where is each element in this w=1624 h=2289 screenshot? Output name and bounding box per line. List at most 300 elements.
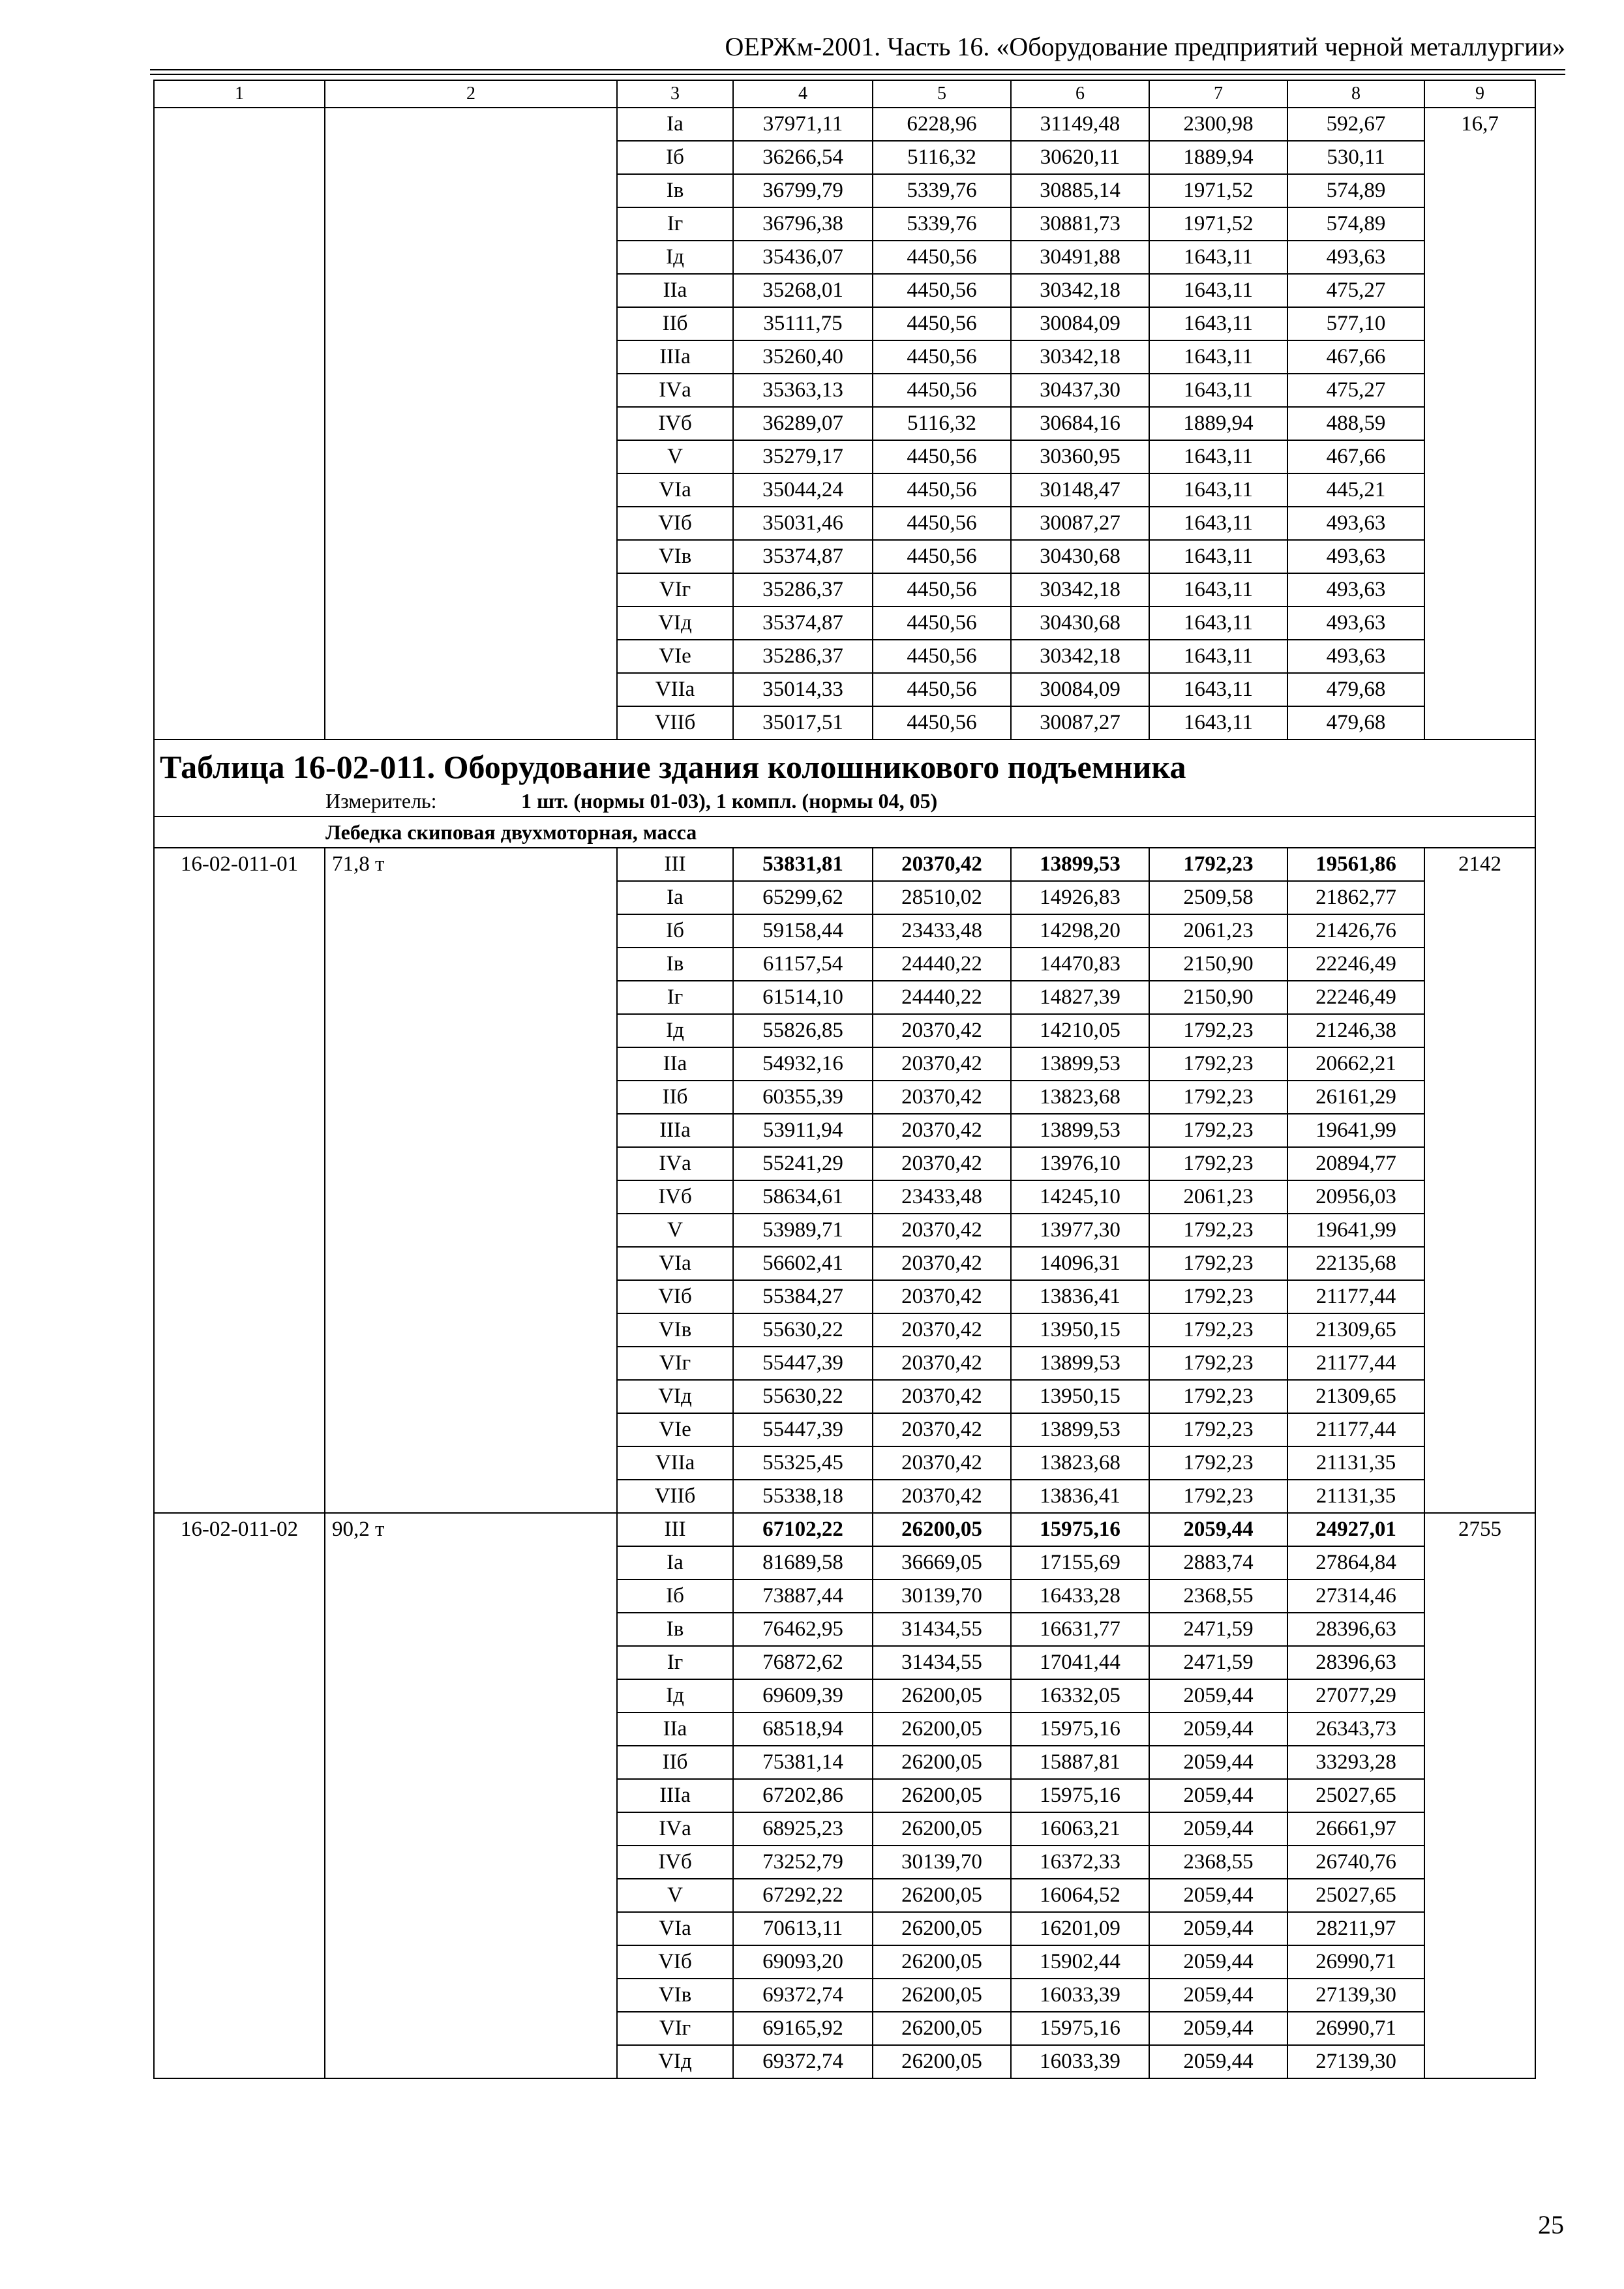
value-cell: 2059,44 xyxy=(1149,1513,1287,1546)
value-cell: 73252,79 xyxy=(733,1846,873,1879)
zone-cell: VIд xyxy=(617,2045,733,2078)
zone-cell: IIIа xyxy=(617,1114,733,1147)
mass-cell: 2755 xyxy=(1424,1513,1535,2078)
value-cell: 30087,27 xyxy=(1011,507,1149,540)
value-cell: 30084,09 xyxy=(1011,307,1149,340)
header-rule xyxy=(150,69,1565,70)
value-cell: 1792,23 xyxy=(1149,1147,1287,1180)
value-cell: 53831,81 xyxy=(733,848,873,881)
value-cell: 2059,44 xyxy=(1149,1779,1287,1812)
value-cell: 13836,41 xyxy=(1011,1280,1149,1313)
value-cell: 30148,47 xyxy=(1011,473,1149,507)
value-cell: 20370,42 xyxy=(873,1081,1011,1114)
value-cell: 55241,29 xyxy=(733,1147,873,1180)
value-cell: 26200,05 xyxy=(873,1912,1011,1945)
zone-cell: Iб xyxy=(617,1579,733,1613)
zone-cell: VIд xyxy=(617,1380,733,1413)
value-cell: 4450,56 xyxy=(873,440,1011,473)
zone-cell: VIе xyxy=(617,1413,733,1446)
value-cell: 577,10 xyxy=(1287,307,1424,340)
value-cell: 36796,38 xyxy=(733,207,873,241)
zone-cell: Iв xyxy=(617,948,733,981)
value-cell: 20370,42 xyxy=(873,1380,1011,1413)
value-cell: 16033,39 xyxy=(1011,2045,1149,2078)
value-cell: 30437,30 xyxy=(1011,374,1149,407)
value-cell: 5116,32 xyxy=(873,407,1011,440)
zone-cell: VIа xyxy=(617,473,733,507)
zone-cell: VIа xyxy=(617,1247,733,1280)
zone-cell: Iа xyxy=(617,881,733,914)
norm-code-cell xyxy=(154,108,325,740)
zone-cell: IIб xyxy=(617,307,733,340)
value-cell: 69372,74 xyxy=(733,2045,873,2078)
page-number: 25 xyxy=(1538,2210,1564,2239)
value-cell: 574,89 xyxy=(1287,174,1424,207)
zone-cell: VIв xyxy=(617,1313,733,1347)
zone-cell: Iг xyxy=(617,981,733,1014)
value-cell: 15975,16 xyxy=(1011,1779,1149,1812)
value-cell: 1792,23 xyxy=(1149,1413,1287,1446)
value-cell: 1643,11 xyxy=(1149,573,1287,606)
value-cell: 13899,53 xyxy=(1011,1413,1149,1446)
value-cell: 467,66 xyxy=(1287,340,1424,374)
mass-cell: 16,7 xyxy=(1424,108,1535,740)
value-cell: 13950,15 xyxy=(1011,1380,1149,1413)
header-rule xyxy=(150,74,1565,75)
value-cell: 55630,22 xyxy=(733,1380,873,1413)
value-cell: 2059,44 xyxy=(1149,1679,1287,1713)
value-cell: 1792,23 xyxy=(1149,1214,1287,1247)
value-cell: 21177,44 xyxy=(1287,1280,1424,1313)
value-cell: 30342,18 xyxy=(1011,340,1149,374)
value-cell: 2368,55 xyxy=(1149,1579,1287,1613)
value-cell: 35436,07 xyxy=(733,241,873,274)
value-cell: 28396,63 xyxy=(1287,1646,1424,1679)
zone-cell: IVб xyxy=(617,1180,733,1214)
value-cell: 26200,05 xyxy=(873,1812,1011,1846)
value-cell: 14470,83 xyxy=(1011,948,1149,981)
value-cell: 15902,44 xyxy=(1011,1945,1149,1979)
norm-code-cell: 16-02-011-02 xyxy=(154,1513,325,2078)
value-cell: 26161,29 xyxy=(1287,1081,1424,1114)
value-cell: 30684,16 xyxy=(1011,407,1149,440)
value-cell: 1792,23 xyxy=(1149,1280,1287,1313)
value-cell: 20370,42 xyxy=(873,1347,1011,1380)
value-cell: 68518,94 xyxy=(733,1713,873,1746)
value-cell: 17155,69 xyxy=(1011,1546,1149,1579)
value-cell: 1643,11 xyxy=(1149,673,1287,706)
column-number-cell: 6 xyxy=(1011,80,1149,108)
norm-name-cell xyxy=(325,108,617,740)
value-cell: 19561,86 xyxy=(1287,848,1424,881)
value-cell: 20370,42 xyxy=(873,1014,1011,1047)
value-cell: 1792,23 xyxy=(1149,1014,1287,1047)
norm-code-cell: 16-02-011-01 xyxy=(154,848,325,1513)
value-cell: 15975,16 xyxy=(1011,1713,1149,1746)
column-number-cell: 1 xyxy=(154,80,325,108)
value-cell: 26661,97 xyxy=(1287,1812,1424,1846)
zone-cell: III xyxy=(617,848,733,881)
unit-row xyxy=(154,786,1535,816)
value-cell: 1643,11 xyxy=(1149,274,1287,307)
value-cell: 592,67 xyxy=(1287,108,1424,141)
column-number-cell: 3 xyxy=(617,80,733,108)
zone-cell: VIв xyxy=(617,1979,733,2012)
value-cell: 16332,05 xyxy=(1011,1679,1149,1713)
value-cell: 13976,10 xyxy=(1011,1147,1149,1180)
value-cell: 28510,02 xyxy=(873,881,1011,914)
value-cell: 27864,84 xyxy=(1287,1546,1424,1579)
value-cell: 1643,11 xyxy=(1149,307,1287,340)
value-cell: 20370,42 xyxy=(873,1114,1011,1147)
value-cell: 4450,56 xyxy=(873,540,1011,573)
value-cell: 26200,05 xyxy=(873,1945,1011,1979)
value-cell: 60355,39 xyxy=(733,1081,873,1114)
value-cell: 1792,23 xyxy=(1149,1047,1287,1081)
value-cell: 55630,22 xyxy=(733,1313,873,1347)
value-cell: 493,63 xyxy=(1287,540,1424,573)
value-cell: 4450,56 xyxy=(873,573,1011,606)
value-cell: 13977,30 xyxy=(1011,1214,1149,1247)
value-cell: 1971,52 xyxy=(1149,207,1287,241)
zone-cell: Iб xyxy=(617,914,733,948)
value-cell: 23433,48 xyxy=(873,914,1011,948)
value-cell: 2059,44 xyxy=(1149,1812,1287,1846)
value-cell: 2300,98 xyxy=(1149,108,1287,141)
zone-cell: IVб xyxy=(617,1846,733,1879)
zone-cell: VIв xyxy=(617,540,733,573)
value-cell: 22246,49 xyxy=(1287,981,1424,1014)
zone-cell: Iд xyxy=(617,241,733,274)
value-cell: 20370,42 xyxy=(873,1413,1011,1446)
value-cell: 35014,33 xyxy=(733,673,873,706)
value-cell: 27314,46 xyxy=(1287,1579,1424,1613)
value-cell: 4450,56 xyxy=(873,374,1011,407)
value-cell: 20370,42 xyxy=(873,1313,1011,1347)
value-cell: 13950,15 xyxy=(1011,1313,1149,1347)
value-cell: 21177,44 xyxy=(1287,1413,1424,1446)
value-cell: 493,63 xyxy=(1287,640,1424,673)
value-cell: 27139,30 xyxy=(1287,2045,1424,2078)
value-cell: 35044,24 xyxy=(733,473,873,507)
value-cell: 69372,74 xyxy=(733,1979,873,2012)
value-cell: 35260,40 xyxy=(733,340,873,374)
value-cell: 26200,05 xyxy=(873,1713,1011,1746)
section-row xyxy=(154,816,1535,848)
value-cell: 14926,83 xyxy=(1011,881,1149,914)
zone-cell: VIг xyxy=(617,2012,733,2045)
value-cell: 493,63 xyxy=(1287,241,1424,274)
value-cell: 53989,71 xyxy=(733,1214,873,1247)
value-cell: 1643,11 xyxy=(1149,606,1287,640)
value-cell: 1792,23 xyxy=(1149,1114,1287,1147)
value-cell: 13836,41 xyxy=(1011,1480,1149,1513)
value-cell: 2059,44 xyxy=(1149,2045,1287,2078)
value-cell: 55338,18 xyxy=(733,1480,873,1513)
section-title: Лебедка скиповая двухмоторная, масса xyxy=(154,816,1535,848)
value-cell: 55384,27 xyxy=(733,1280,873,1313)
value-cell: 30342,18 xyxy=(1011,573,1149,606)
value-cell: 4450,56 xyxy=(873,307,1011,340)
value-cell: 27077,29 xyxy=(1287,1679,1424,1713)
value-cell: 493,63 xyxy=(1287,573,1424,606)
value-cell: 5116,32 xyxy=(873,141,1011,174)
value-cell: 65299,62 xyxy=(733,881,873,914)
value-cell: 16631,77 xyxy=(1011,1613,1149,1646)
unit-value: 1 шт. (нормы 01-03), 1 компл. (нормы 04, 05) xyxy=(521,788,938,813)
value-cell: 53911,94 xyxy=(733,1114,873,1147)
value-cell: 30139,70 xyxy=(873,1846,1011,1879)
value-cell: 30087,27 xyxy=(1011,706,1149,740)
value-cell: 26200,05 xyxy=(873,2045,1011,2078)
value-cell: 475,27 xyxy=(1287,374,1424,407)
value-cell: 20370,42 xyxy=(873,1047,1011,1081)
value-cell: 16064,52 xyxy=(1011,1879,1149,1912)
value-cell: 1792,23 xyxy=(1149,1247,1287,1280)
value-cell: 20370,42 xyxy=(873,1446,1011,1480)
value-cell: 4450,56 xyxy=(873,640,1011,673)
column-number-cell: 8 xyxy=(1287,80,1424,108)
value-cell: 2883,74 xyxy=(1149,1546,1287,1579)
value-cell: 20370,42 xyxy=(873,848,1011,881)
table-row xyxy=(154,108,1535,141)
zone-cell: IVб xyxy=(617,407,733,440)
value-cell: 56602,41 xyxy=(733,1247,873,1280)
value-cell: 35286,37 xyxy=(733,573,873,606)
value-cell: 76462,95 xyxy=(733,1613,873,1646)
value-cell: 14245,10 xyxy=(1011,1180,1149,1214)
value-cell: 21309,65 xyxy=(1287,1313,1424,1347)
value-cell: 13823,68 xyxy=(1011,1446,1149,1480)
value-cell: 20370,42 xyxy=(873,1147,1011,1180)
value-cell: 14210,05 xyxy=(1011,1014,1149,1047)
value-cell: 22246,49 xyxy=(1287,948,1424,981)
zone-cell: VIе xyxy=(617,640,733,673)
value-cell: 2059,44 xyxy=(1149,1713,1287,1746)
value-cell: 30620,11 xyxy=(1011,141,1149,174)
table-title: Таблица 16-02-011. Оборудование здания колошникового подъемника xyxy=(154,740,1535,786)
value-cell: 61157,54 xyxy=(733,948,873,981)
value-cell: 35111,75 xyxy=(733,307,873,340)
value-cell: 26740,76 xyxy=(1287,1846,1424,1879)
value-cell: 55325,45 xyxy=(733,1446,873,1480)
value-cell: 488,59 xyxy=(1287,407,1424,440)
value-cell: 1889,94 xyxy=(1149,407,1287,440)
zone-cell: V xyxy=(617,1214,733,1247)
unit-cell xyxy=(154,786,1535,816)
value-cell: 2150,90 xyxy=(1149,948,1287,981)
norm-name-cell: 90,2 т xyxy=(325,1513,617,2078)
value-cell: 13823,68 xyxy=(1011,1081,1149,1114)
zone-cell: IIб xyxy=(617,1746,733,1779)
value-cell: 5339,76 xyxy=(873,174,1011,207)
value-cell: 35017,51 xyxy=(733,706,873,740)
value-cell: 1792,23 xyxy=(1149,1347,1287,1380)
zone-cell: VIIб xyxy=(617,706,733,740)
zone-cell: V xyxy=(617,440,733,473)
value-cell: 1792,23 xyxy=(1149,1446,1287,1480)
value-cell: 68925,23 xyxy=(733,1812,873,1846)
page-header-title: ОЕРЖм-2001. Часть 16. «Оборудование предприятий черной металлургии» xyxy=(725,32,1565,61)
zone-cell: Iг xyxy=(617,207,733,241)
table-row xyxy=(154,1513,1535,1546)
value-cell: 26200,05 xyxy=(873,1979,1011,2012)
value-cell: 4450,56 xyxy=(873,241,1011,274)
zone-cell: Iа xyxy=(617,108,733,141)
value-cell: 30084,09 xyxy=(1011,673,1149,706)
value-cell: 13899,53 xyxy=(1011,1047,1149,1081)
value-cell: 14298,20 xyxy=(1011,914,1149,948)
value-cell: 35363,13 xyxy=(733,374,873,407)
table-row xyxy=(154,848,1535,881)
value-cell: 20370,42 xyxy=(873,1214,1011,1247)
value-cell: 1643,11 xyxy=(1149,340,1287,374)
zone-cell: VIа xyxy=(617,1912,733,1945)
value-cell: 1971,52 xyxy=(1149,174,1287,207)
value-cell: 76872,62 xyxy=(733,1646,873,1679)
value-cell: 2059,44 xyxy=(1149,2012,1287,2045)
value-cell: 16372,33 xyxy=(1011,1846,1149,1879)
value-cell: 20894,77 xyxy=(1287,1147,1424,1180)
zone-cell: Iг xyxy=(617,1646,733,1679)
norm-name-cell: 71,8 т xyxy=(325,848,617,1513)
table-title-row xyxy=(154,740,1535,786)
value-cell: 73887,44 xyxy=(733,1579,873,1613)
value-cell: 26200,05 xyxy=(873,1879,1011,1912)
value-cell: 21246,38 xyxy=(1287,1014,1424,1047)
value-cell: 26200,05 xyxy=(873,1513,1011,1546)
value-cell: 75381,14 xyxy=(733,1746,873,1779)
value-cell: 2059,44 xyxy=(1149,1945,1287,1979)
value-cell: 6228,96 xyxy=(873,108,1011,141)
column-number-cell: 2 xyxy=(325,80,617,108)
value-cell: 2150,90 xyxy=(1149,981,1287,1014)
zone-cell: VIг xyxy=(617,573,733,606)
value-cell: 2061,23 xyxy=(1149,914,1287,948)
column-number-cell: 4 xyxy=(733,80,873,108)
zone-cell: IIб xyxy=(617,1081,733,1114)
zone-cell: IIа xyxy=(617,1047,733,1081)
column-number-row xyxy=(154,80,1535,108)
zone-cell: VIIб xyxy=(617,1480,733,1513)
value-cell: 35286,37 xyxy=(733,640,873,673)
zone-cell: IIIа xyxy=(617,1779,733,1812)
value-cell: 37971,11 xyxy=(733,108,873,141)
value-cell: 13899,53 xyxy=(1011,1347,1149,1380)
value-cell: 15975,16 xyxy=(1011,1513,1149,1546)
zone-cell: III xyxy=(617,1513,733,1546)
zone-cell: Iд xyxy=(617,1014,733,1047)
value-cell: 27139,30 xyxy=(1287,1979,1424,2012)
zone-cell: VIд xyxy=(617,606,733,640)
value-cell: 55447,39 xyxy=(733,1413,873,1446)
value-cell: 30139,70 xyxy=(873,1579,1011,1613)
value-cell: 21862,77 xyxy=(1287,881,1424,914)
value-cell: 20662,21 xyxy=(1287,1047,1424,1081)
value-cell: 1889,94 xyxy=(1149,141,1287,174)
value-cell: 4450,56 xyxy=(873,274,1011,307)
value-cell: 4450,56 xyxy=(873,507,1011,540)
value-cell: 24927,01 xyxy=(1287,1513,1424,1546)
value-cell: 574,89 xyxy=(1287,207,1424,241)
value-cell: 25027,65 xyxy=(1287,1879,1424,1912)
value-cell: 21177,44 xyxy=(1287,1347,1424,1380)
value-cell: 35031,46 xyxy=(733,507,873,540)
value-cell: 2471,59 xyxy=(1149,1646,1287,1679)
value-cell: 1643,11 xyxy=(1149,507,1287,540)
zone-cell: Iа xyxy=(617,1546,733,1579)
value-cell: 23433,48 xyxy=(873,1180,1011,1214)
value-cell: 30491,88 xyxy=(1011,241,1149,274)
value-cell: 479,68 xyxy=(1287,706,1424,740)
value-cell: 35268,01 xyxy=(733,274,873,307)
value-cell: 493,63 xyxy=(1287,507,1424,540)
value-cell: 15975,16 xyxy=(1011,2012,1149,2045)
value-cell: 19641,99 xyxy=(1287,1214,1424,1247)
value-cell: 1643,11 xyxy=(1149,540,1287,573)
value-cell: 14827,39 xyxy=(1011,981,1149,1014)
value-cell: 26990,71 xyxy=(1287,1945,1424,1979)
value-cell: 55826,85 xyxy=(733,1014,873,1047)
value-cell: 1792,23 xyxy=(1149,848,1287,881)
value-cell: 28211,97 xyxy=(1287,1912,1424,1945)
mass-cell: 2142 xyxy=(1424,848,1535,1513)
value-cell: 530,11 xyxy=(1287,141,1424,174)
value-cell: 61514,10 xyxy=(733,981,873,1014)
value-cell: 36799,79 xyxy=(733,174,873,207)
zone-cell: VIб xyxy=(617,1945,733,1979)
value-cell: 69165,92 xyxy=(733,2012,873,2045)
zone-cell: VIб xyxy=(617,507,733,540)
value-cell: 13899,53 xyxy=(1011,848,1149,881)
value-cell: 2059,44 xyxy=(1149,1746,1287,1779)
value-cell: 67202,86 xyxy=(733,1779,873,1812)
value-cell: 1643,11 xyxy=(1149,473,1287,507)
value-cell: 30342,18 xyxy=(1011,274,1149,307)
value-cell: 67102,22 xyxy=(733,1513,873,1546)
rates-table xyxy=(153,80,1536,2079)
value-cell: 2471,59 xyxy=(1149,1613,1287,1646)
value-cell: 2368,55 xyxy=(1149,1846,1287,1879)
value-cell: 5339,76 xyxy=(873,207,1011,241)
zone-cell: IVа xyxy=(617,1812,733,1846)
value-cell: 54932,16 xyxy=(733,1047,873,1081)
value-cell: 2509,58 xyxy=(1149,881,1287,914)
zone-cell: IIIа xyxy=(617,340,733,374)
zone-cell: VIIа xyxy=(617,1446,733,1480)
value-cell: 28396,63 xyxy=(1287,1613,1424,1646)
value-cell: 20370,42 xyxy=(873,1247,1011,1280)
value-cell: 30360,95 xyxy=(1011,440,1149,473)
zone-cell: Iд xyxy=(617,1679,733,1713)
value-cell: 1792,23 xyxy=(1149,1313,1287,1347)
value-cell: 13899,53 xyxy=(1011,1114,1149,1147)
value-cell: 36289,07 xyxy=(733,407,873,440)
value-cell: 2059,44 xyxy=(1149,1912,1287,1945)
value-cell: 26343,73 xyxy=(1287,1713,1424,1746)
value-cell: 22135,68 xyxy=(1287,1247,1424,1280)
zone-cell: Iб xyxy=(617,141,733,174)
value-cell: 21426,76 xyxy=(1287,914,1424,948)
value-cell: 36266,54 xyxy=(733,141,873,174)
value-cell: 69093,20 xyxy=(733,1945,873,1979)
value-cell: 33293,28 xyxy=(1287,1746,1424,1779)
zone-cell: VIб xyxy=(617,1280,733,1313)
value-cell: 26200,05 xyxy=(873,1746,1011,1779)
zone-cell: IIа xyxy=(617,1713,733,1746)
value-cell: 24440,22 xyxy=(873,981,1011,1014)
column-number-cell: 9 xyxy=(1424,80,1535,108)
